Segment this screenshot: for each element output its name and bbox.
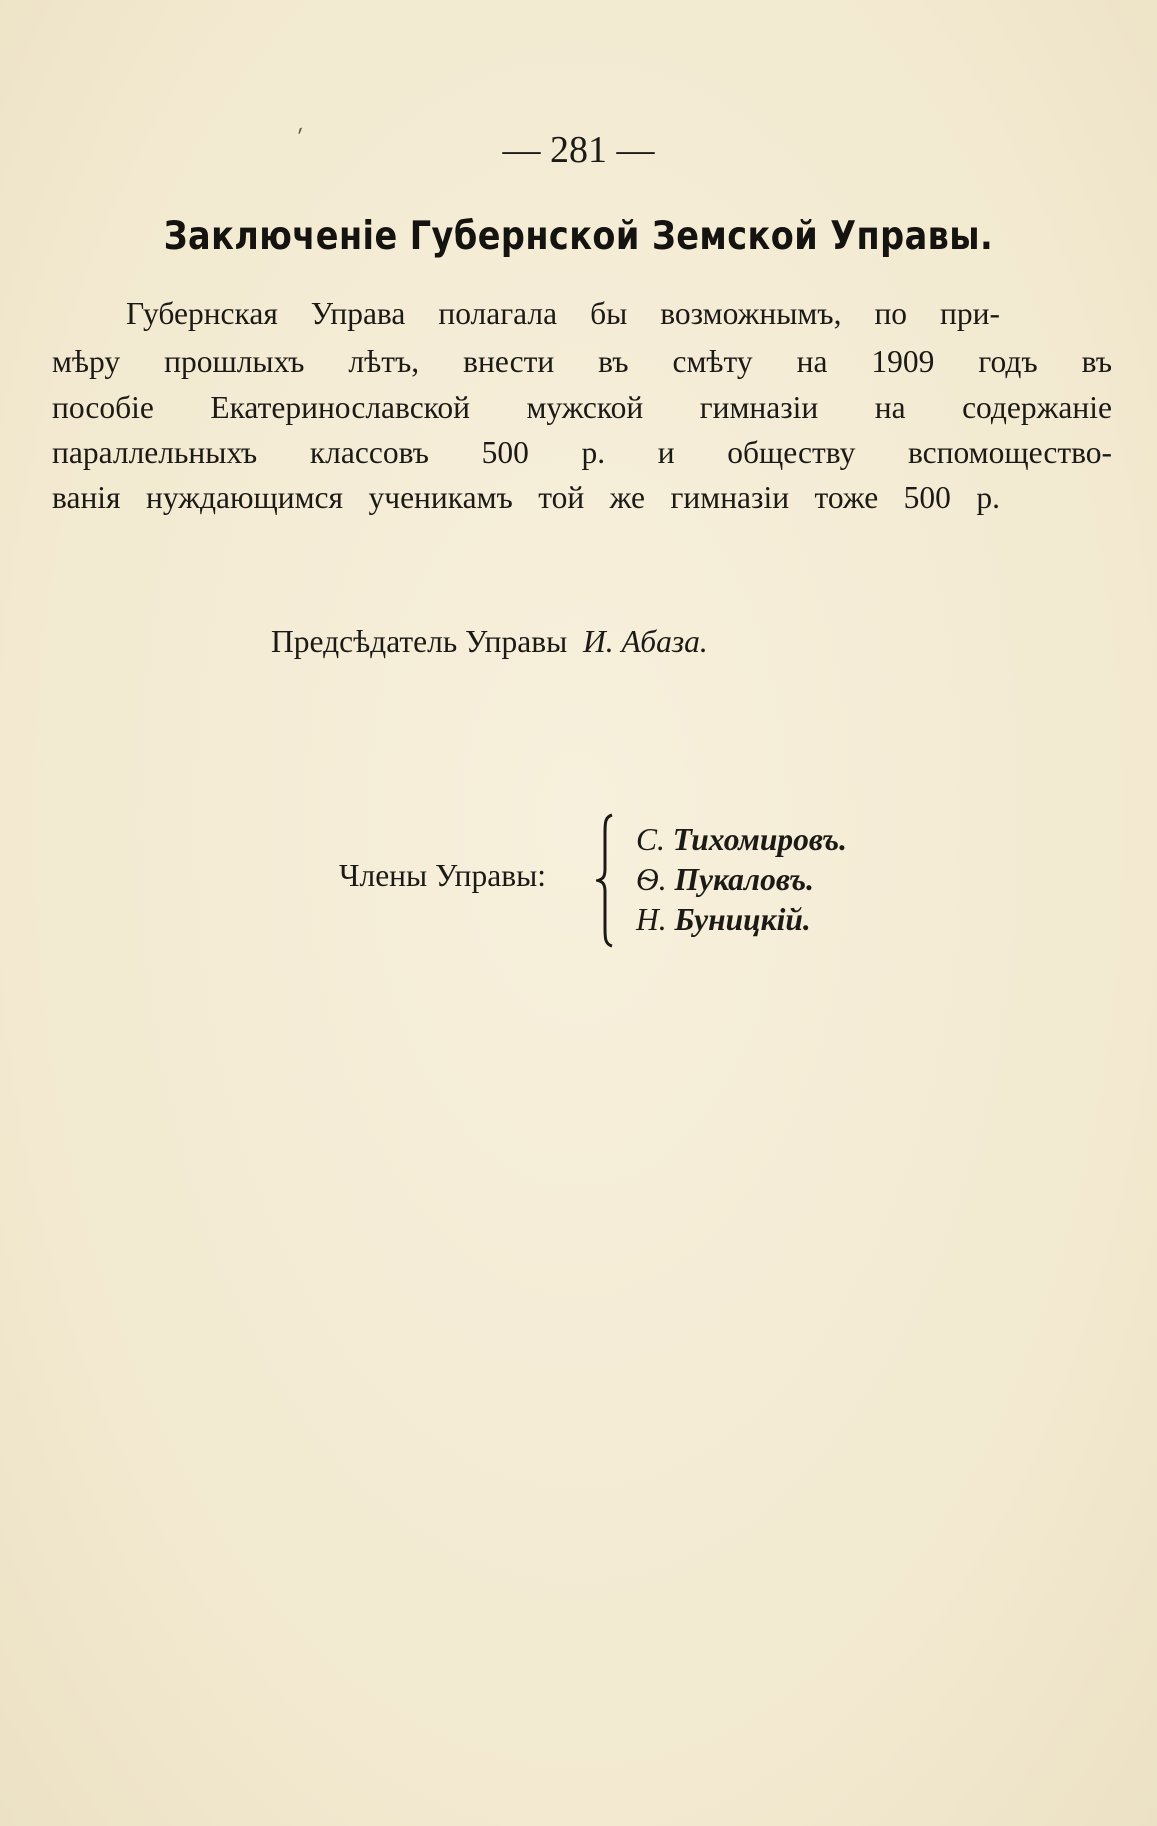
- paragraph-line-2: мѣру прошлыхъ лѣтъ, внести въ смѣту на 1909 годъ въ: [52, 344, 1112, 379]
- chairman-signature: И. Абаза.: [583, 624, 708, 659]
- chairman-label: Предсѣдатель Управы: [271, 624, 568, 659]
- member-2-name: Пукаловъ.: [674, 862, 814, 897]
- member-2-initial: Ѳ.: [636, 862, 667, 897]
- member-3: [636, 902, 811, 938]
- paragraph-line-3: пособіе Екатеринославской мужской гимназіи на содержаніе: [52, 390, 1112, 425]
- member-3-name: Буницкій.: [674, 902, 811, 937]
- member-1: [636, 822, 847, 858]
- paragraph-line-1: Губернская Управа полагала бы возможнымъ, по при-: [126, 296, 1000, 331]
- members-label: Члены Управы:: [339, 858, 546, 893]
- chairman-line: [271, 624, 708, 660]
- paragraph-line-5: ванія нуждающимся ученикамъ той же гимназіи тоже 500 р.: [52, 480, 1000, 515]
- member-3-initial: Н.: [636, 902, 667, 937]
- page-number: — 281 —: [502, 129, 655, 171]
- member-1-initial: С.: [636, 822, 665, 857]
- section-heading: Заключеніе Губернской Земской Управы.: [163, 214, 994, 259]
- member-2: [636, 862, 814, 898]
- member-1-name: Тихомировъ.: [672, 822, 848, 857]
- members-brace: [596, 813, 620, 948]
- pencil-mark: ´: [291, 124, 314, 158]
- paragraph-line-4: параллельныхъ классовъ 500 р. и обществу вспомощество-: [52, 435, 1112, 470]
